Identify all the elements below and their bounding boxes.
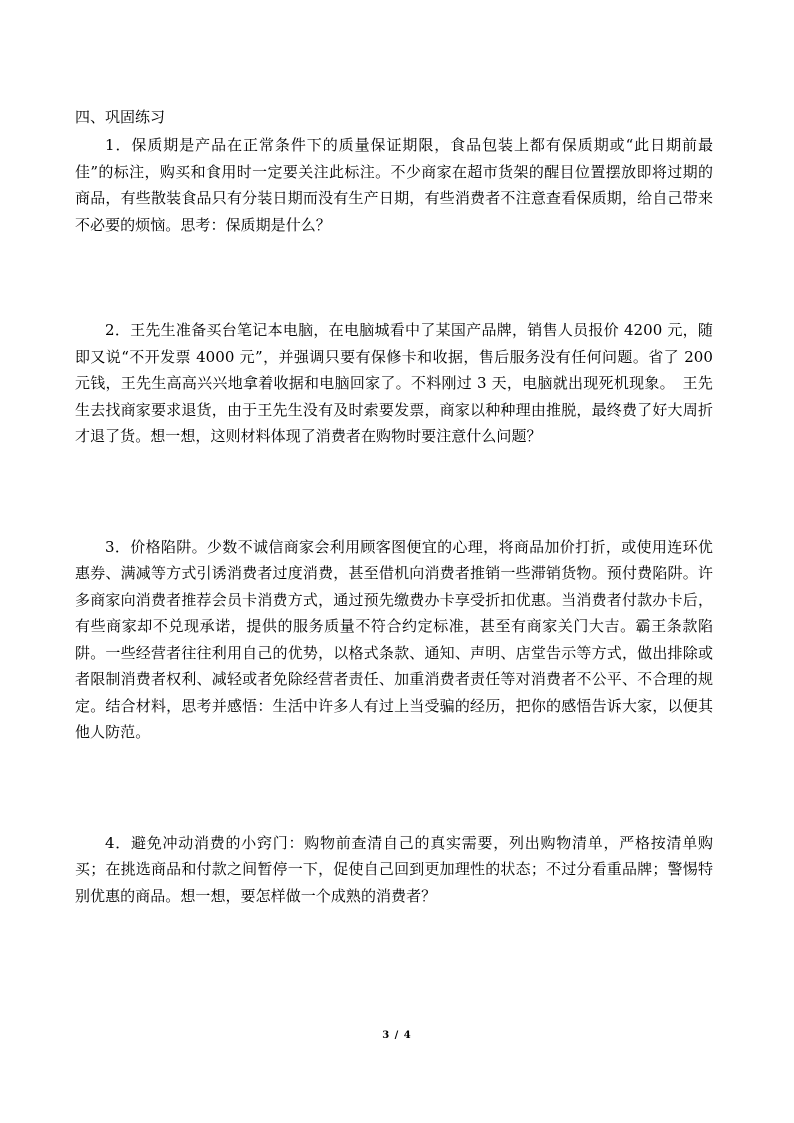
question-1: 1．保质期是产品在正常条件下的质量保证期限，食品包装上都有保质期或“此日期前最佳”的标注，购买和食用时一定要关注此标注。不少商家在超市货架的醒目位置摆放即将过期的商品，有些散装食品只有分装日期而没有生产日期，有些消费者不注意查看保质期，给自己带来不必要的烦恼。思考：保质期是什么？ (75, 136, 713, 234)
page-number: 3 / 4 (382, 1030, 412, 1041)
section-title: 四、巩固练习 (75, 108, 166, 126)
question-3: 3．价格陷阱。少数不诚信商家会利用顾客图便宜的心理，将商品加价打折，或使用连环优惠券、满减等方式引诱消费者过度消费，甚至借机向消费者推销一些滞销货物。预付费陷阱。许多商家向消费者推荐会员卡消费方式，通过预先缴费办卡享受折扣优惠。当消费者付款办卡后，有些商家却不兑现承诺，提供的服务质量不符合约定标准，甚至有商家关门大吉。霸王条款陷阱。一些经营者往往利用自己的优势，以格式条款、通知、声明、店堂告示等方式，做出排除或者限制消费者权利、减轻或者免除经营者责任、加重消费者责任等对消费者不公平、不合理的规定。结合材料，思考并感悟：生活中许多人有过上当受骗的经历，把你的感悟告诉大家，以便其他人防范。 (75, 537, 713, 741)
question-2: 2．王先生准备买台笔记本电脑，在电脑城看中了某国产品牌，销售人员报价 4200 元，随即又说“不开发票 4000 元”，并强调只要有保修卡和收据，售后服务没有任何问题。省了 200 元钱，王先生高高兴兴地拿着收据和电脑回家了。不料刚过 3 天，电脑就出现死机现象。 王先生去找商家要求退货，由于王先生没有及时索要发票，商家以种种理由推脱，最终费了好大周折才退了货。想一想，这则材料体现了消费者在购物时要注意什么问题？ (75, 321, 713, 445)
question-4: 4．避免冲动消费的小窍门：购物前查清自己的真实需要，列出购物清单，严格按清单购买；在挑选商品和付款之间暂停一下，促使自己回到更加理性的状态；不过分看重品牌；警惕特别优惠的商品。想一想，要怎样做一个成熟的消费者？ (75, 833, 713, 905)
page-content (75, 104, 713, 909)
